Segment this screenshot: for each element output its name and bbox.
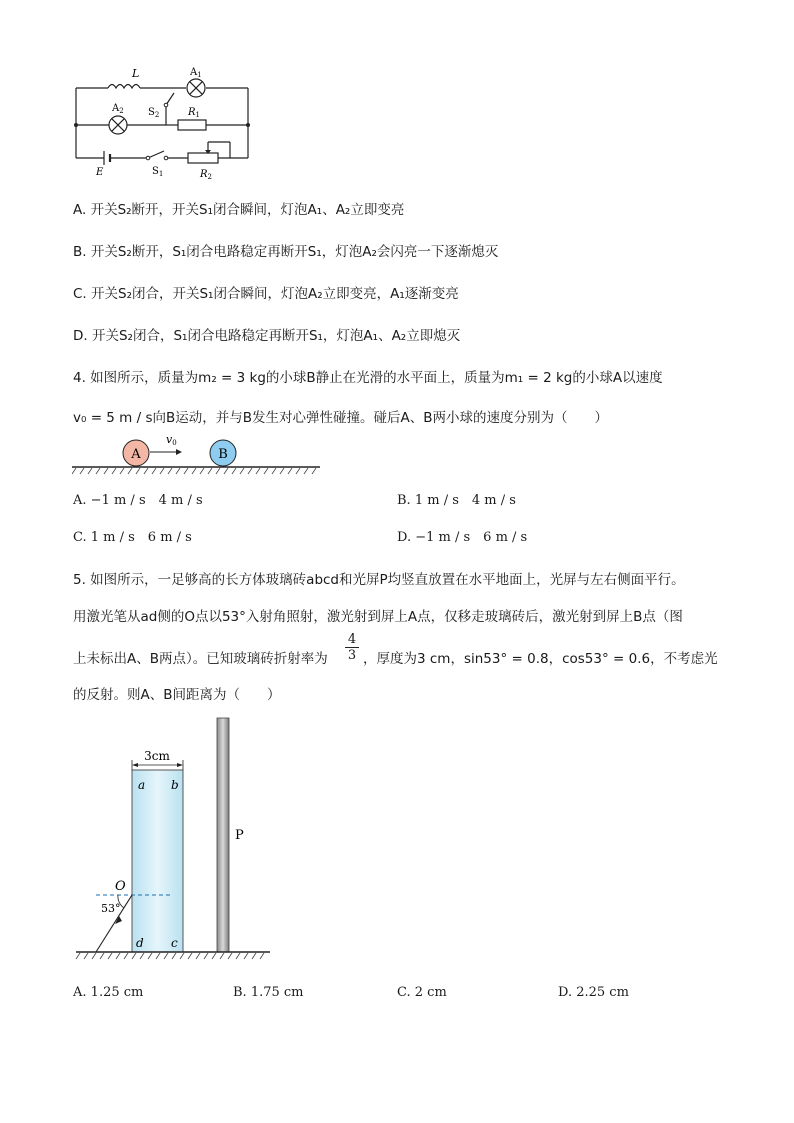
emf-e-label: E [96,167,104,178]
q5-option-a: A. 1.25 cm [73,985,144,1000]
corner-b-label: b [171,778,179,792]
q3-option-d: D. 开关S₂闭合，S₁闭合电路稳定再断开S₁，灯泡A₁、A₂立即熄灭 [73,328,461,344]
angle-label: 53° [101,902,121,915]
q5-stem-line1: 5. 如图所示，一足够高的长方体玻璃砖abcd和光屏P均竖直放置在水平地面上，光屏与左右侧面平行。 [73,572,685,588]
q3-option-a: A. 开关S₂断开，开关S₁闭合瞬间，灯泡A₁、A₂立即变亮 [73,202,405,218]
q3-option-c: C. 开关S₂闭合，开关S₁闭合瞬间，灯泡A₂立即变亮，A₁逐渐变亮 [73,286,459,302]
corner-a-label: a [138,778,146,792]
q4-option-a: A. −1 m / s 4 m / s [73,493,203,508]
ball-a-label: A [131,447,141,462]
q5-stem-line2: 用激光笔从ad侧的O点以53°入射角照射，激光射到屏上A点，仅移走玻璃砖后，激光射到屏上B点（图 [73,609,683,625]
glass-brick-figure [72,712,282,970]
inductor-label: L [132,67,140,80]
q5-stem-line4: 的反射。则A、B间距离为（ ） [73,687,281,703]
resistor-r1-label: $R_1$ [188,107,200,119]
q4-option-b: B. 1 m / s 4 m / s [397,493,516,508]
rheostat-r2-label: $R_2$ [200,169,212,181]
q5-option-b: B. 1.75 cm [233,985,304,1000]
screen-p-label: P [235,828,244,843]
lamp-a2-label: $A_2$ [112,103,124,115]
fraction-denominator: 3 [345,647,359,663]
velocity-label: v0 [166,433,177,447]
circuit-diagram [60,55,270,185]
q5-option-c: C. 2 cm [397,985,447,1000]
corner-d-label: d [136,936,144,950]
lamp-a1-label: $A_1$ [190,67,202,79]
switch-s2-label: $S_2$ [148,107,160,119]
fraction-numerator: 4 [347,632,357,647]
q4-stem-line2: v₀ = 5 m / s向B运动，并与B发生对心弹性碰撞。碰后A、B两小球的速度分别为（ ） [73,410,609,426]
refractive-index-fraction [345,632,359,663]
q4-stem-line1: 4. 如图所示，质量为m₂ = 3 kg的小球B静止在光滑的水平面上，质量为m₁ = 2 kg的小球A以速度 [73,370,663,386]
collision-figure [72,430,322,482]
ball-b-label: B [218,447,228,462]
switch-s1-label: $S_1$ [152,166,164,178]
q4-option-c: C. 1 m / s 6 m / s [73,530,192,545]
q3-option-b: B. 开关S₂断开，S₁闭合电路稳定再断开S₁，灯泡A₂会闪亮一下逐渐熄灭 [73,244,499,260]
q5-option-d: D. 2.25 cm [558,985,629,1000]
thickness-label: 3cm [144,749,170,763]
q5-stem-line3b: ，厚度为3 cm，sin53° = 0.8，cos53° = 0.6，不考虑光 [363,651,718,667]
corner-c-label: c [171,936,178,950]
q4-option-d: D. −1 m / s 6 m / s [397,530,528,545]
point-o-label: O [115,879,126,894]
q5-stem-line3a: 上未标出A、B两点）。已知玻璃砖折射率为 [73,651,328,667]
